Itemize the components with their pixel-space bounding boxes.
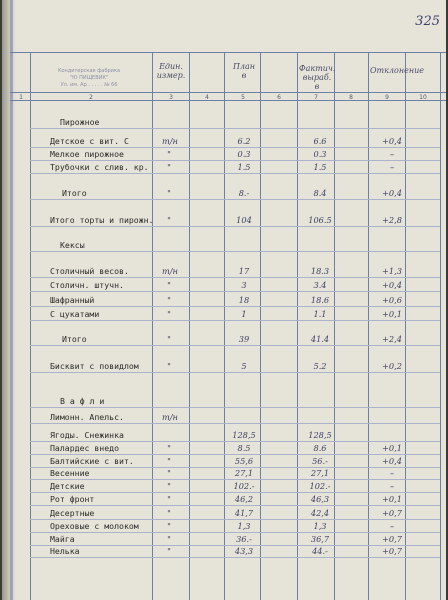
row-deviation: +1,3	[382, 266, 402, 276]
row-unit: "	[167, 468, 171, 478]
row-unit: "	[167, 534, 171, 544]
row-plan: 46,2	[234, 494, 254, 504]
row-deviation: +2,8	[382, 215, 402, 225]
row-name: Ягоды. Снежинка	[50, 430, 124, 440]
row-name: Балтийские с вит.	[50, 456, 134, 466]
row-fact: 3.4	[313, 280, 327, 290]
row-rule	[30, 128, 440, 129]
row-fact: 128,5	[308, 430, 332, 440]
row-name: Итого торты и пирожн.	[50, 215, 154, 225]
row-deviation: +0,1	[382, 494, 402, 504]
row-rule	[30, 407, 440, 408]
header-bottom-rule	[10, 92, 446, 93]
col-rule-10	[440, 52, 441, 600]
row-plan: 6.2	[237, 136, 251, 146]
row-rule	[30, 479, 440, 480]
row-name: Нелька	[50, 546, 80, 556]
row-fact: 1.1	[313, 309, 327, 319]
row-name: Детское с вит. С	[50, 136, 129, 146]
stamp-line: "Ю ПИЩЕВИК"	[69, 75, 109, 81]
row-fact: 18.6	[310, 295, 330, 305]
stamp-line: Ул. им. Ар . . . . . № 66	[60, 82, 118, 88]
column-number: 2	[89, 94, 93, 101]
row-name: С цукатами	[50, 309, 100, 319]
row-deviation: –	[389, 521, 395, 531]
row-plan: 3	[241, 280, 247, 290]
col-rule-1	[30, 52, 31, 600]
row-plan: 5	[241, 361, 247, 371]
row-fact: 18.3	[310, 266, 330, 276]
row-rule	[30, 454, 440, 455]
row-plan: 128,5	[232, 430, 256, 440]
row-rule	[30, 226, 440, 227]
row-fact: 6.6	[313, 136, 327, 146]
row-unit: "	[167, 149, 171, 159]
row-rule	[30, 306, 440, 307]
row-name: Майга	[50, 534, 75, 544]
row-unit: "	[167, 334, 171, 344]
row-deviation: +0,2	[382, 361, 402, 371]
row-unit: т/н	[162, 266, 178, 276]
header-deviation: Отклонение	[370, 66, 424, 75]
row-rule	[30, 345, 440, 346]
row-plan: 8.-	[238, 188, 250, 198]
row-fact: 41.4	[310, 334, 330, 344]
row-unit: "	[167, 280, 171, 290]
col-rule-6	[297, 52, 298, 600]
row-name: Столичный весов.	[50, 266, 129, 276]
header-plan-label: План	[232, 62, 256, 71]
row-rule	[30, 147, 440, 148]
row-plan: 102.-	[233, 481, 255, 491]
row-name: Трубочки с слив. кр.	[50, 162, 149, 172]
row-rule	[30, 199, 440, 200]
row-rule	[30, 441, 440, 442]
row-unit: "	[167, 481, 171, 491]
row-fact: 5.2	[313, 361, 327, 371]
row-fact: 8.4	[313, 188, 327, 198]
row-name: В а ф л и	[60, 396, 105, 406]
row-plan: 1,3	[237, 521, 251, 531]
page-number: 325	[415, 14, 440, 29]
column-number: 1	[19, 94, 23, 101]
row-deviation: +0,4	[382, 188, 402, 198]
factory-stamp	[38, 68, 140, 89]
row-plan: 0.3	[237, 149, 251, 159]
row-deviation: +0,7	[382, 508, 402, 518]
row-plan: 27,1	[234, 468, 254, 478]
row-name: Мелкое пирожное	[50, 149, 124, 159]
row-plan: 55,6	[234, 456, 254, 466]
row-name: Лимонн. Апельс.	[50, 412, 124, 422]
column-number: 7	[314, 94, 318, 101]
row-fact: 56.-	[312, 456, 328, 466]
header-top-rule	[10, 52, 446, 53]
row-unit: т/н	[162, 412, 178, 422]
row-rule	[30, 251, 440, 252]
row-plan: 39	[238, 334, 250, 344]
row-unit: "	[167, 295, 171, 305]
row-unit: "	[167, 546, 171, 556]
row-name: Рот фронт	[50, 494, 95, 504]
row-deviation: +0,4	[382, 280, 402, 290]
stamp-line: Кондитерская фабрика	[57, 68, 121, 74]
row-fact: 1,3	[313, 521, 327, 531]
row-rule	[30, 519, 440, 520]
row-name: Детские	[50, 481, 85, 491]
row-fact: 27,1	[310, 468, 330, 478]
row-rule	[30, 173, 440, 174]
row-rule	[30, 505, 440, 506]
row-fact: 36,7	[310, 534, 330, 544]
row-rule	[30, 160, 440, 161]
binding-margin-line	[10, 0, 13, 600]
row-fact: 44.-	[312, 546, 328, 556]
column-number: 9	[385, 94, 389, 101]
row-unit: "	[167, 361, 171, 371]
row-fact: 0.3	[313, 149, 327, 159]
row-name: Палардес внедо	[50, 443, 120, 453]
row-deviation: +0,6	[382, 295, 402, 305]
row-unit: "	[167, 215, 171, 225]
row-name: Десертные	[50, 508, 95, 518]
row-fact: 102.-	[309, 481, 331, 491]
col-rule-3	[189, 52, 190, 600]
column-number: 8	[349, 94, 353, 101]
row-name: Столичн. штучн.	[50, 280, 124, 290]
col-rule-2	[152, 52, 153, 600]
column-number: 4	[205, 94, 209, 101]
row-deviation: +0,4	[382, 136, 402, 146]
row-deviation: –	[389, 149, 395, 159]
row-fact: 1.5	[313, 162, 327, 172]
row-deviation: +0,7	[382, 546, 402, 556]
column-number: 10	[419, 94, 427, 101]
row-rule	[30, 320, 440, 321]
row-name: Ореховые с молоком	[50, 521, 139, 531]
row-deviation: +0,1	[382, 443, 402, 453]
header-fact-label: Фактич. выраб.	[299, 64, 336, 82]
row-rule	[30, 532, 440, 533]
row-fact: 42,4	[310, 508, 330, 518]
row-rule	[30, 492, 440, 493]
header-fact	[299, 64, 335, 91]
column-number: 6	[277, 94, 281, 101]
row-rule	[30, 291, 440, 292]
row-unit: "	[167, 188, 171, 198]
row-deviation: +2,4	[382, 334, 402, 344]
column-number: 3	[169, 94, 173, 101]
row-name: Весенние	[50, 468, 90, 478]
row-deviation: +0,1	[382, 309, 402, 319]
row-fact: 46,3	[310, 494, 330, 504]
row-name: Бисквит с повидлом	[50, 361, 139, 371]
row-deviation: –	[389, 162, 395, 172]
row-deviation: –	[389, 481, 395, 491]
row-plan: 8.5	[237, 443, 251, 453]
row-unit: "	[167, 494, 171, 504]
row-unit: "	[167, 162, 171, 172]
row-plan: 43,3	[234, 546, 254, 556]
row-name: Пирожное	[60, 117, 100, 127]
row-rule	[30, 277, 440, 278]
row-name: Кексы	[60, 240, 85, 250]
row-plan: 36.-	[236, 534, 252, 544]
row-name: Итого	[62, 334, 87, 344]
ledger-sheet	[2, 0, 446, 600]
row-deviation: +0,7	[382, 534, 402, 544]
row-unit: "	[167, 443, 171, 453]
col-rule-8	[368, 52, 369, 600]
row-unit: "	[167, 508, 171, 518]
row-plan: 1.5	[237, 162, 251, 172]
row-unit: "	[167, 521, 171, 531]
row-plan: 104	[236, 215, 252, 225]
column-number: 5	[241, 94, 245, 101]
row-plan: 41,7	[234, 508, 254, 518]
row-plan: 18	[238, 295, 250, 305]
row-unit: т/н	[162, 136, 178, 146]
header-unit: Един. измер.	[156, 62, 186, 80]
row-plan: 17	[238, 266, 250, 276]
row-plan: 1	[241, 309, 247, 319]
row-deviation: –	[389, 468, 395, 478]
row-unit: "	[167, 456, 171, 466]
row-fact: 106.5	[308, 215, 332, 225]
row-rule	[30, 423, 440, 424]
header-plan	[226, 62, 262, 80]
row-deviation: +0,4	[382, 456, 402, 466]
row-rule	[30, 557, 440, 558]
row-rule	[30, 372, 440, 373]
row-unit: "	[167, 309, 171, 319]
header-plan-sub: в	[241, 71, 247, 80]
row-name: Шафранный	[50, 295, 95, 305]
row-fact: 8.6	[313, 443, 327, 453]
row-name: Итого	[62, 188, 87, 198]
page-binding	[2, 0, 16, 600]
header-fact-sub: в	[314, 82, 320, 91]
